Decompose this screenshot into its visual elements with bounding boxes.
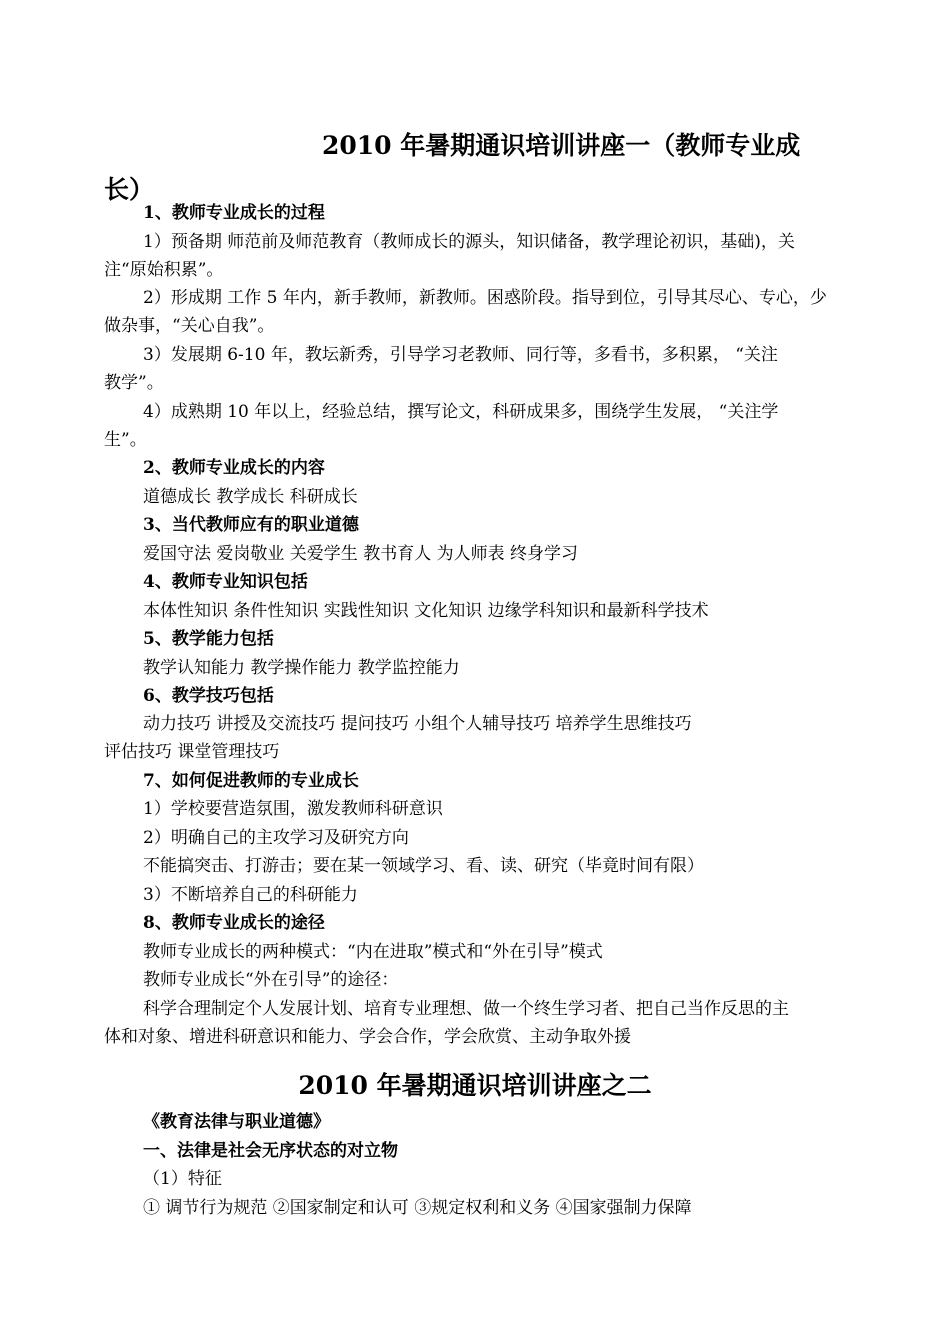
heading-2: 2、教师专业成长的内容 — [143, 458, 325, 478]
content-8-paths-cont: 体和对象、增进科研意识和能力、学会合作，学会欣赏、主动争取外援 — [104, 1027, 631, 1047]
heading-5: 5、教学能力包括 — [143, 629, 274, 649]
content-6-cont: 评估技巧 课堂管理技巧 — [104, 742, 280, 762]
lecture-two-title: 2010 年暑期通识培训讲座之二 — [298, 1071, 652, 1100]
lecture-two-features-label: （1）特征 — [143, 1169, 222, 1189]
paragraph-stage-3: 3）发展期 6-10 年，教坛新秀，引导学习老教师、同行等，多看书，多积累， “关注 — [143, 345, 778, 365]
content-8-paths: 科学合理制定个人发展计划、培育专业理想、做一个终生学习者、把自己当作反思的主 — [143, 999, 789, 1019]
content-5: 教学认知能力 教学操作能力 教学监控能力 — [143, 658, 460, 678]
heading-6: 6、教学技巧包括 — [143, 686, 274, 706]
lecture-one-title: 2010 年暑期通识培训讲座一（教师专业成 — [322, 131, 801, 160]
heading-7: 7、如何促进教师的专业成长 — [143, 771, 359, 791]
paragraph-stage-4-cont: 生”。 — [104, 430, 147, 450]
heading-1: 1、教师专业成长的过程 — [143, 203, 325, 223]
heading-3: 3、当代教师应有的职业道德 — [143, 515, 359, 535]
paragraph-stage-4: 4）成熟期 10 年以上，经验总结，撰写论文，科研成果多，围绕学生发展， “关注学 — [143, 402, 779, 422]
paragraph-stage-1-cont: 注“原始积累”。 — [104, 260, 224, 280]
lecture-two-subtitle: 《教育法律与职业道德》 — [143, 1112, 330, 1132]
content-6: 动力技巧 讲授及交流技巧 提问技巧 小组个人辅导技巧 培养学生思维技巧 — [143, 714, 692, 734]
heading-8: 8、教师专业成长的途径 — [143, 913, 325, 933]
heading-4: 4、教师专业知识包括 — [143, 572, 308, 592]
paragraph-stage-2: 2）形成期 工作 5 年内，新手教师，新教师。困惑阶段。指导到位，引导其尽心、专心，少 — [143, 288, 827, 308]
lecture-two-features-list: ① 调节行为规范 ②国家制定和认可 ③规定权利和义务 ④国家强制力保障 — [143, 1198, 692, 1218]
content-2: 道德成长 教学成长 科研成长 — [143, 487, 358, 507]
content-7-item-3: 3）不断培养自己的科研能力 — [143, 885, 358, 905]
content-4: 本体性知识 条件性知识 实践性知识 文化知识 边缘学科知识和最新科学技术 — [143, 601, 709, 621]
content-8-paths-label: 教师专业成长“外在引导”的途径： — [143, 970, 399, 990]
content-7-item-2: 2）明确自己的主攻学习及研究方向 — [143, 828, 409, 848]
paragraph-stage-2-cont: 做杂事，“关心自我”。 — [104, 316, 275, 336]
lecture-two-heading-1: 一、法律是社会无序状态的对立物 — [143, 1141, 398, 1161]
paragraph-stage-1: 1）预备期 师范前及师范教育（教师成长的源头，知识储备，教学理论初识，基础)，关 — [143, 232, 795, 252]
content-8-modes: 教师专业成长的两种模式：“内在进取”模式和“外在引导”模式 — [143, 942, 603, 962]
content-7-item-1: 1）学校要营造氛围，激发教师科研意识 — [143, 799, 443, 819]
content-7-note: 不能搞突击、打游击；要在某一领域学习、看、读、研究（毕竟时间有限） — [143, 856, 704, 876]
lecture-one-title-continued: 长） — [104, 175, 155, 204]
paragraph-stage-3-cont: 教学”。 — [104, 373, 164, 393]
content-3: 爱国守法 爱岗敬业 关爱学生 教书育人 为人师表 终身学习 — [143, 544, 579, 564]
